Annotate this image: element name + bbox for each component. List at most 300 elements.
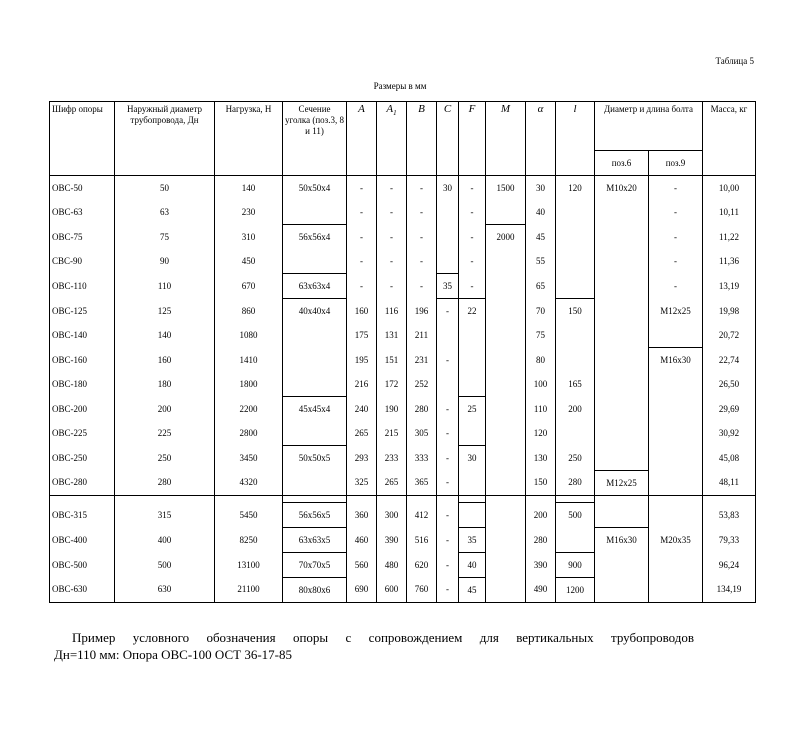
cell-a: - [347, 274, 377, 299]
cell-c [437, 249, 459, 274]
table-row [50, 502, 756, 527]
units-caption: Размеры в мм [373, 81, 427, 91]
gap-cell [215, 495, 283, 502]
cell-a1: 190 [377, 397, 407, 422]
cell-bolt-pos9 [649, 577, 703, 602]
cell-bolt-pos9: - [649, 176, 703, 201]
cell-c: 30 [437, 176, 459, 201]
header-bolt: Диаметр и длина болта [595, 102, 703, 151]
cell-f [459, 372, 486, 397]
cell-l: 120 [556, 176, 595, 201]
cell-diameter: 75 [115, 225, 215, 250]
cell-l: 150 [556, 299, 595, 324]
cell-diameter: 250 [115, 446, 215, 471]
gap-cell [437, 495, 459, 502]
cell-section [283, 348, 347, 373]
cell-b: 196 [407, 299, 437, 324]
table-row [50, 323, 756, 348]
cell-a1: - [377, 274, 407, 299]
cell-section: 56х56х4 [283, 225, 347, 250]
cell-code: ОВС-630 [50, 577, 115, 602]
cell-c [437, 200, 459, 225]
cell-load: 5450 [215, 502, 283, 527]
cell-mass: 26,50 [703, 372, 756, 397]
cell-a: - [347, 249, 377, 274]
cell-a1: 300 [377, 502, 407, 527]
header-m: M [486, 102, 526, 176]
cell-load: 860 [215, 299, 283, 324]
cell-bolt-pos9 [649, 502, 703, 527]
cell-bolt-pos9: М12х25 [649, 299, 703, 324]
cell-b: 760 [407, 577, 437, 602]
cell-bolt-pos6 [595, 446, 649, 471]
cell-f: 22 [459, 299, 486, 324]
cell-l: 900 [556, 552, 595, 577]
cell-a: 216 [347, 372, 377, 397]
cell-alpha: 200 [526, 502, 556, 527]
cell-bolt-pos6 [595, 323, 649, 348]
cell-alpha: 490 [526, 577, 556, 602]
cell-code: ОВС-180 [50, 372, 115, 397]
cell-section [283, 470, 347, 495]
cell-bolt-pos6: М16х30 [595, 527, 649, 552]
cell-f [459, 470, 486, 495]
cell-a1: 480 [377, 552, 407, 577]
cell-section: 80х80х6 [283, 577, 347, 602]
cell-a1: 151 [377, 348, 407, 373]
cell-mass: 48,11 [703, 470, 756, 495]
cell-alpha: 150 [526, 470, 556, 495]
table-row [50, 421, 756, 446]
cell-a1: 233 [377, 446, 407, 471]
cell-m [486, 299, 526, 324]
header-f: F [459, 102, 486, 176]
cell-f [459, 502, 486, 527]
cell-mass: 22,74 [703, 348, 756, 373]
cell-b: 412 [407, 502, 437, 527]
cell-section [283, 372, 347, 397]
cell-section: 70х70х5 [283, 552, 347, 577]
cell-code: СВС-90 [50, 249, 115, 274]
header-section: Сечение уголка (поз.3, 8 и 11) [283, 102, 347, 176]
cell-diameter: 400 [115, 527, 215, 552]
cell-b: - [407, 225, 437, 250]
cell-bolt-pos6 [595, 249, 649, 274]
cell-mass: 13,19 [703, 274, 756, 299]
cell-f: 25 [459, 397, 486, 422]
cell-alpha: 110 [526, 397, 556, 422]
cell-l [556, 274, 595, 299]
cell-mass: 45,08 [703, 446, 756, 471]
cell-a1: - [377, 176, 407, 201]
cell-load: 1410 [215, 348, 283, 373]
cell-code: ОВС-50 [50, 176, 115, 201]
table-row [50, 299, 756, 324]
cell-l [556, 225, 595, 250]
gap-cell [115, 495, 215, 502]
cell-a1: - [377, 249, 407, 274]
table-row [50, 225, 756, 250]
cell-f: - [459, 249, 486, 274]
cell-alpha: 280 [526, 527, 556, 552]
cell-diameter: 160 [115, 348, 215, 373]
cell-diameter: 90 [115, 249, 215, 274]
cell-bolt-pos9 [649, 446, 703, 471]
gap-cell [50, 495, 115, 502]
cell-b: - [407, 274, 437, 299]
cell-section: 63х63х4 [283, 274, 347, 299]
cell-bolt-pos6 [595, 274, 649, 299]
cell-mass: 11,36 [703, 249, 756, 274]
cell-a: 240 [347, 397, 377, 422]
cell-bolt-pos9: - [649, 274, 703, 299]
header-a: A [347, 102, 377, 176]
cell-bolt-pos9 [649, 470, 703, 495]
cell-alpha: 45 [526, 225, 556, 250]
cell-load: 1800 [215, 372, 283, 397]
cell-c: - [437, 421, 459, 446]
cell-c: - [437, 527, 459, 552]
cell-l [556, 249, 595, 274]
header-c: C [437, 102, 459, 176]
cell-f: 35 [459, 527, 486, 552]
cell-alpha: 120 [526, 421, 556, 446]
cell-l [556, 348, 595, 373]
table-row [50, 446, 756, 471]
cell-l: 165 [556, 372, 595, 397]
note-line-2: Дн=110 мм: Опора ОВС-100 ОСТ 36-17-85 [54, 647, 292, 662]
cell-bolt-pos6 [595, 552, 649, 577]
cell-c [437, 225, 459, 250]
cell-mass: 96,24 [703, 552, 756, 577]
cell-a: - [347, 200, 377, 225]
cell-bolt-pos9 [649, 421, 703, 446]
cell-diameter: 200 [115, 397, 215, 422]
cell-load: 230 [215, 200, 283, 225]
cell-b: 365 [407, 470, 437, 495]
cell-m [486, 552, 526, 577]
cell-m [486, 397, 526, 422]
cell-c: - [437, 577, 459, 602]
cell-f [459, 421, 486, 446]
cell-alpha: 390 [526, 552, 556, 577]
header-alpha: α [526, 102, 556, 176]
table-row [50, 577, 756, 602]
cell-bolt-pos6 [595, 421, 649, 446]
cell-alpha: 30 [526, 176, 556, 201]
cell-m [486, 249, 526, 274]
cell-f: 40 [459, 552, 486, 577]
cell-a: 325 [347, 470, 377, 495]
cell-b: 211 [407, 323, 437, 348]
cell-bolt-pos9: М20х35 [649, 527, 703, 552]
cell-f: - [459, 225, 486, 250]
cell-alpha: 75 [526, 323, 556, 348]
cell-alpha: 40 [526, 200, 556, 225]
cell-bolt-pos9: - [649, 249, 703, 274]
cell-mass: 19,98 [703, 299, 756, 324]
cell-code: ОВС-75 [50, 225, 115, 250]
cell-a: 460 [347, 527, 377, 552]
table-row [50, 470, 756, 495]
gap-cell [407, 495, 437, 502]
cell-b: - [407, 176, 437, 201]
cell-bolt-pos9 [649, 552, 703, 577]
cell-code: ОВС-125 [50, 299, 115, 324]
header-b: B [407, 102, 437, 176]
gap-cell [459, 495, 486, 502]
cell-section: 50х50х5 [283, 446, 347, 471]
cell-bolt-pos6 [595, 348, 649, 373]
cell-l [556, 200, 595, 225]
cell-c: - [437, 502, 459, 527]
cell-bolt-pos6: М12х25 [595, 470, 649, 495]
cell-diameter: 180 [115, 372, 215, 397]
cell-f: 30 [459, 446, 486, 471]
cell-c: - [437, 470, 459, 495]
cell-bolt-pos9 [649, 372, 703, 397]
cell-alpha: 100 [526, 372, 556, 397]
header-a1-sub: 1 [393, 109, 397, 118]
cell-c: - [437, 446, 459, 471]
cell-a1: - [377, 225, 407, 250]
cell-f: - [459, 200, 486, 225]
cell-diameter: 630 [115, 577, 215, 602]
header-mass: Масса, кг [703, 102, 756, 176]
table-row [50, 200, 756, 225]
cell-diameter: 140 [115, 323, 215, 348]
cell-m [486, 421, 526, 446]
gap-cell [283, 495, 347, 502]
cell-section [283, 323, 347, 348]
cell-l [556, 527, 595, 552]
cell-load: 2200 [215, 397, 283, 422]
cell-bolt-pos9 [649, 397, 703, 422]
table-number-label: Таблица 5 [715, 56, 754, 66]
header-bolt-pos6: поз.6 [595, 151, 649, 176]
cell-code: ОВС-400 [50, 527, 115, 552]
cell-l [556, 421, 595, 446]
cell-diameter: 110 [115, 274, 215, 299]
cell-m [486, 274, 526, 299]
cell-mass: 30,92 [703, 421, 756, 446]
cell-c: 35 [437, 274, 459, 299]
cell-mass: 10,00 [703, 176, 756, 201]
table-row [50, 176, 756, 201]
cell-l: 280 [556, 470, 595, 495]
table-row [50, 552, 756, 577]
cell-bolt-pos6 [595, 502, 649, 527]
cell-l: 250 [556, 446, 595, 471]
note-line-1: Пример условного обозначения опоры с сопровождением для вертикальных трубопроводов [72, 630, 694, 645]
cell-alpha: 55 [526, 249, 556, 274]
cell-b: 280 [407, 397, 437, 422]
cell-load: 4320 [215, 470, 283, 495]
cell-diameter: 50 [115, 176, 215, 201]
cell-a: 195 [347, 348, 377, 373]
header-bolt-pos9: поз.9 [649, 151, 703, 176]
cell-a: - [347, 225, 377, 250]
cell-mass: 53,83 [703, 502, 756, 527]
cell-c: - [437, 299, 459, 324]
cell-load: 1080 [215, 323, 283, 348]
cell-m: 1500 [486, 176, 526, 201]
cell-section [283, 249, 347, 274]
cell-m [486, 200, 526, 225]
cell-code: ОВС-280 [50, 470, 115, 495]
cell-load: 670 [215, 274, 283, 299]
cell-load: 140 [215, 176, 283, 201]
cell-b: 516 [407, 527, 437, 552]
cell-a1: 131 [377, 323, 407, 348]
cell-m [486, 446, 526, 471]
cell-m [486, 527, 526, 552]
cell-section: 45х45х4 [283, 397, 347, 422]
table-row [50, 397, 756, 422]
table-row [50, 527, 756, 552]
cell-code: ОВС-250 [50, 446, 115, 471]
cell-diameter: 125 [115, 299, 215, 324]
cell-code: ОВС-160 [50, 348, 115, 373]
cell-load: 310 [215, 225, 283, 250]
cell-a: 175 [347, 323, 377, 348]
gap-cell [556, 495, 595, 502]
cell-bolt-pos6 [595, 225, 649, 250]
cell-diameter: 280 [115, 470, 215, 495]
cell-b: 231 [407, 348, 437, 373]
cell-a: - [347, 176, 377, 201]
table-row [50, 274, 756, 299]
cell-bolt-pos6 [595, 200, 649, 225]
cell-code: ОВС-500 [50, 552, 115, 577]
cell-m: 2000 [486, 225, 526, 250]
cell-bolt-pos9: - [649, 225, 703, 250]
cell-load: 21100 [215, 577, 283, 602]
cell-a1: 116 [377, 299, 407, 324]
cell-c: - [437, 348, 459, 373]
header-l: l [556, 102, 595, 176]
cell-a1: 265 [377, 470, 407, 495]
cell-a: 690 [347, 577, 377, 602]
gap-cell [377, 495, 407, 502]
cell-section: 56х56х5 [283, 502, 347, 527]
cell-m [486, 372, 526, 397]
cell-m [486, 348, 526, 373]
cell-load: 13100 [215, 552, 283, 577]
cell-bolt-pos6 [595, 397, 649, 422]
gap-cell [526, 495, 556, 502]
cell-bolt-pos6 [595, 577, 649, 602]
cell-c: - [437, 552, 459, 577]
header-a1 [377, 102, 407, 176]
cell-b: - [407, 249, 437, 274]
cell-b: 305 [407, 421, 437, 446]
cell-m [486, 470, 526, 495]
cell-b: - [407, 200, 437, 225]
cell-a1: 172 [377, 372, 407, 397]
table-section-gap [50, 495, 756, 502]
cell-l: 1200 [556, 577, 595, 602]
gap-cell [347, 495, 377, 502]
cell-code: ОВС-225 [50, 421, 115, 446]
cell-b: 620 [407, 552, 437, 577]
cell-diameter: 315 [115, 502, 215, 527]
cell-a1: 600 [377, 577, 407, 602]
cell-bolt-pos6 [595, 372, 649, 397]
supports-table [49, 101, 756, 603]
cell-l: 500 [556, 502, 595, 527]
cell-bolt-pos9 [649, 323, 703, 348]
cell-f: 45 [459, 577, 486, 602]
cell-c [437, 323, 459, 348]
gap-cell [486, 495, 526, 502]
cell-diameter: 500 [115, 552, 215, 577]
table-row [50, 348, 756, 373]
cell-a: 265 [347, 421, 377, 446]
cell-code: ОВС-315 [50, 502, 115, 527]
cell-load: 3450 [215, 446, 283, 471]
cell-code: ОВС-63 [50, 200, 115, 225]
cell-a: 160 [347, 299, 377, 324]
cell-f [459, 323, 486, 348]
cell-code: ОВС-200 [50, 397, 115, 422]
table-body [50, 176, 756, 603]
table-row [50, 249, 756, 274]
cell-alpha: 70 [526, 299, 556, 324]
cell-mass: 29,69 [703, 397, 756, 422]
designation-example-note [54, 629, 694, 663]
cell-alpha: 130 [526, 446, 556, 471]
cell-bolt-pos6: М10х20 [595, 176, 649, 201]
cell-b: 252 [407, 372, 437, 397]
cell-l: 200 [556, 397, 595, 422]
cell-f: - [459, 274, 486, 299]
cell-a1: 390 [377, 527, 407, 552]
cell-section: 63х63х5 [283, 527, 347, 552]
cell-m [486, 323, 526, 348]
cell-b: 333 [407, 446, 437, 471]
cell-mass: 134,19 [703, 577, 756, 602]
header-diameter: Наружный диаметр трубопровода, Дн [115, 102, 215, 176]
cell-mass: 20,72 [703, 323, 756, 348]
cell-section [283, 421, 347, 446]
cell-code: ОВС-110 [50, 274, 115, 299]
cell-section [283, 200, 347, 225]
cell-section: 50х50х4 [283, 176, 347, 201]
cell-bolt-pos9: М16х30 [649, 348, 703, 373]
cell-c: - [437, 397, 459, 422]
cell-f: - [459, 176, 486, 201]
cell-m [486, 502, 526, 527]
cell-diameter: 63 [115, 200, 215, 225]
cell-code: ОВС-140 [50, 323, 115, 348]
cell-section: 40х40х4 [283, 299, 347, 324]
table-row [50, 372, 756, 397]
header-load: Нагрузка, Н [215, 102, 283, 176]
cell-a: 560 [347, 552, 377, 577]
cell-mass: 11,22 [703, 225, 756, 250]
header-code: Шифр опоры [50, 102, 115, 176]
cell-bolt-pos9: - [649, 200, 703, 225]
cell-l [556, 323, 595, 348]
header-a1-main: A [386, 103, 394, 115]
cell-f [459, 348, 486, 373]
cell-alpha: 80 [526, 348, 556, 373]
cell-a: 360 [347, 502, 377, 527]
cell-a: 293 [347, 446, 377, 471]
cell-bolt-pos6 [595, 299, 649, 324]
cell-mass: 79,33 [703, 527, 756, 552]
